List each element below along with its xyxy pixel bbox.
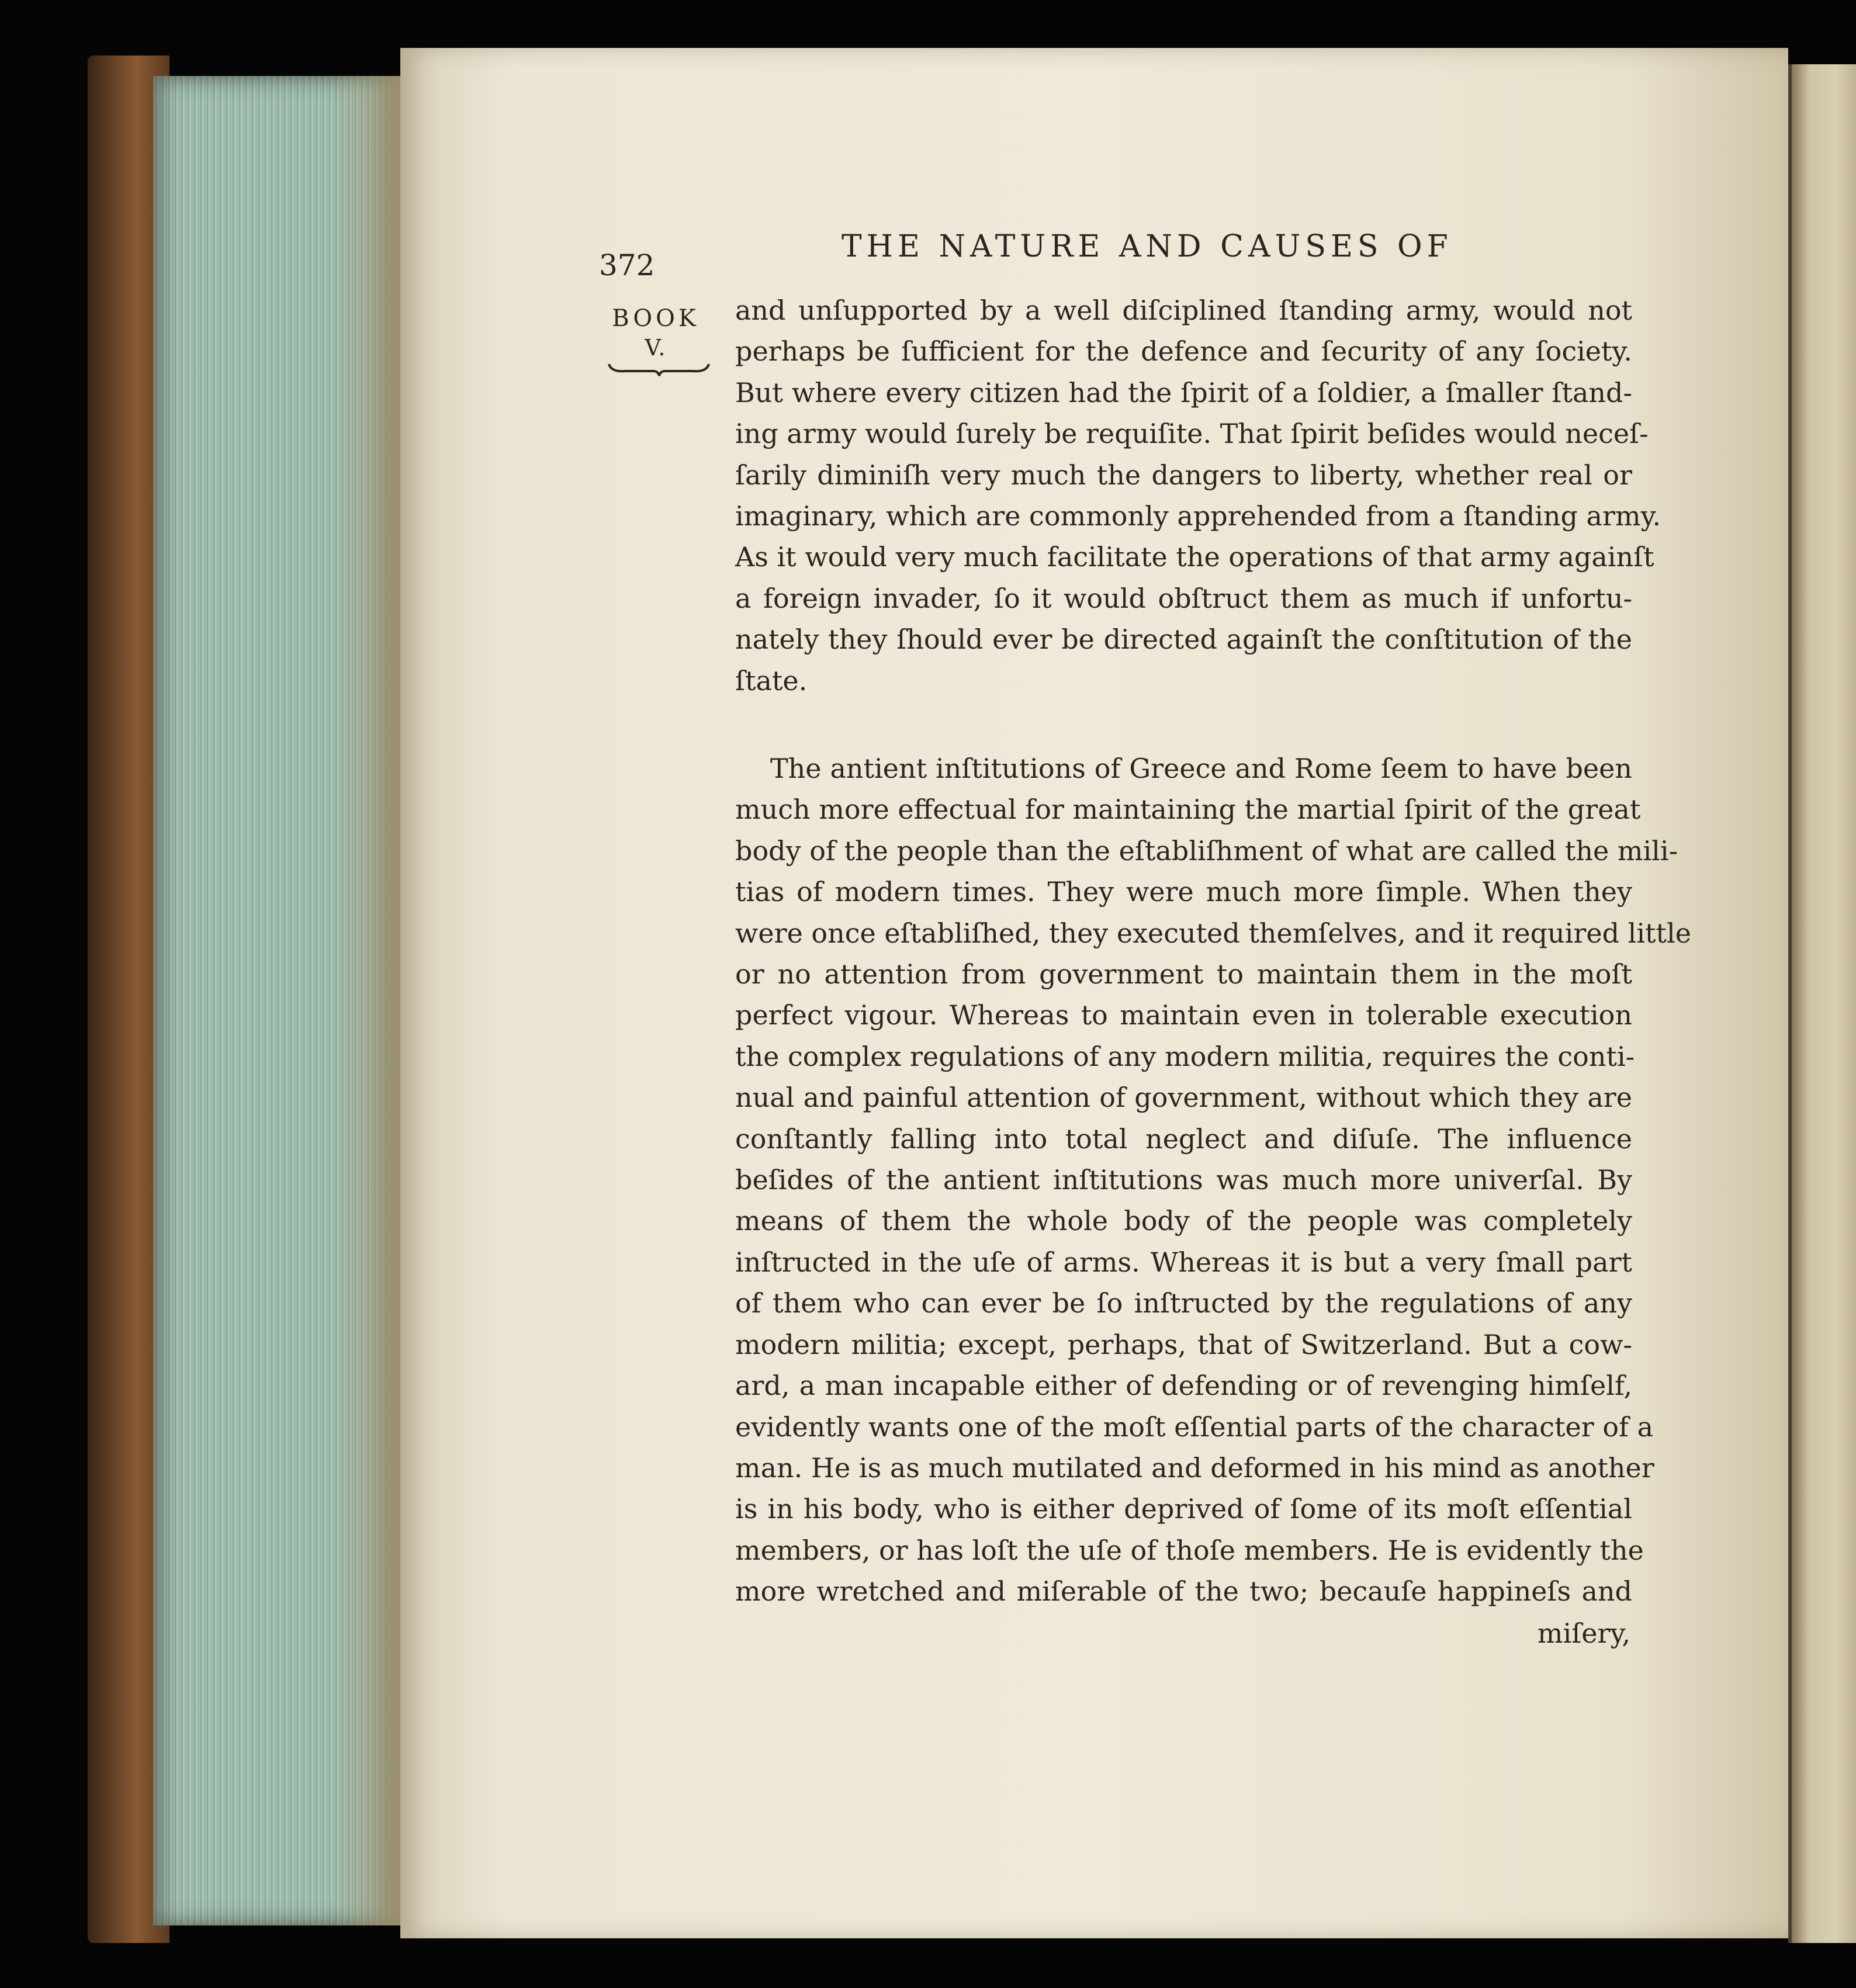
paragraph-1: [735, 290, 1661, 701]
margin-note: [603, 304, 708, 362]
brace-ornament: [608, 359, 710, 377]
text-line: of them who can ever be ſo inſtructed by the regulations of any: [735, 1287, 1632, 1319]
text-line: much more effectual for maintaining the martial ſpirit of the great: [735, 794, 1641, 826]
text-line: beſides of the antient inſtitutions was much more univerſal. By: [735, 1164, 1632, 1196]
text-line: imaginary, which are commonly apprehended from a ſtanding army.: [735, 500, 1661, 532]
text-line: ſtate.: [735, 664, 808, 697]
text-line: evidently wants one of the moſt eſſential parts of the character of a: [735, 1411, 1654, 1443]
text-line: is in his body, who is either deprived of ſome of its moſt eſſential: [735, 1493, 1632, 1525]
gutter: [1788, 64, 1792, 1943]
text-line: conſtantly falling into total neglect and diſuſe. The influence: [735, 1123, 1632, 1155]
text-line: body of the people than the eſtabliſhment of what are called the mili-: [735, 834, 1678, 867]
text-line: were once eſtabliſhed, they executed themſelves, and it required little: [735, 917, 1691, 949]
text-line: man. He is as much mutilated and deformed in his mind as another: [735, 1452, 1654, 1484]
text-line: ard, a man incapable either of defending or of revenging himſelf,: [735, 1370, 1632, 1402]
margin-book-label: BOOK: [612, 305, 700, 332]
text-line: a foreign invader, ſo it would obſtruct them as much if unfortu-: [735, 582, 1632, 614]
facing-page-edge: [1789, 64, 1856, 1943]
text-line: inſtructed in the uſe of arms. Whereas it is but a very ſmall part: [735, 1246, 1632, 1278]
paragraph-2: [735, 748, 1691, 1612]
text-line: members, or has loſt the uſe of thoſe members. He is evidently the: [735, 1534, 1644, 1566]
running-head: THE NATURE AND CAUSES OF: [842, 229, 1453, 264]
text-line: perhaps be ſufficient for the defence and ſecurity of any ſociety.: [735, 335, 1632, 368]
text-line: more wretched and miſerable of the two; becauſe happineſs and: [735, 1575, 1632, 1608]
text-line: But where every citizen had the ſpirit of a ſoldier, a ſmaller ſtand-: [735, 376, 1632, 408]
text-line: ſarily diminiſh very much the dangers to liberty, whether real or: [735, 459, 1632, 491]
page-edges: [153, 76, 401, 1925]
text-line: ing army would ſurely be requiſite. That ſpirit beſides would neceſ-: [735, 418, 1649, 450]
margin-volume-label: V.: [645, 335, 667, 361]
page-number: 372: [599, 248, 655, 282]
text-line: and unſupported by a well diſciplined ſtanding army, would not: [735, 295, 1632, 326]
text-line: means of them the whole body of the people was completely: [735, 1205, 1632, 1237]
text-line: nately they ſhould ever be directed againſt the conſtitution of the: [735, 624, 1632, 656]
text-line: perfect vigour. Whereas to maintain even in tolerable execution: [735, 999, 1632, 1031]
text-line: or no attention from government to maintain them in the moſt: [735, 958, 1632, 990]
text-line: The antient inſtitutions of Greece and Rome ſeem to have been: [770, 753, 1632, 784]
text-line: As it would very much facilitate the operations of that army againſt: [735, 541, 1654, 573]
text-line: modern militia; except, perhaps, that of Switzerland. But a cow-: [735, 1328, 1632, 1360]
text-line: tias of modern times. They were much more ſimple. When they: [735, 876, 1632, 908]
text-line: the complex regulations of any modern militia, requires the conti-: [735, 1040, 1635, 1072]
catchword: miſery,: [1537, 1618, 1630, 1649]
text-line: nual and painful attention of government, without which they are: [735, 1082, 1632, 1114]
